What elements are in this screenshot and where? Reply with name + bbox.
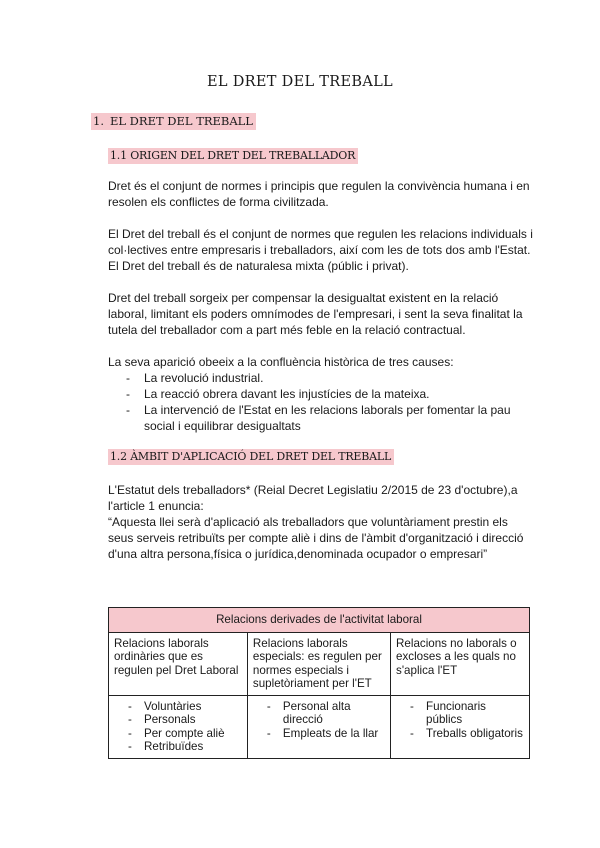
table-header: Relacions derivades de l'activitat laboral bbox=[109, 608, 530, 633]
section-title: EL DRET DEL TREBALL bbox=[110, 114, 253, 128]
list-item: - La revolució industrial. bbox=[108, 370, 533, 386]
table-column-title: Relacions laborals especials: es regulen per normes especials i supletòriament per l'ET bbox=[247, 632, 390, 695]
section-number: 1. bbox=[93, 114, 104, 128]
table-column-title: Relacions laborals ordinàries que es regulen pel Dret Laboral bbox=[109, 632, 248, 695]
list-item: - Empleats de la llar bbox=[253, 727, 385, 741]
paragraph-definition-dret-treball: El Dret del treball és el conjunt de normes que regulen les relacions individuals i col·lectives entre empresaris i treballadors, així com les de tots dos amb l'Estat. El Dret del treball és de naturalesa mixta (públic i privat). bbox=[108, 227, 533, 273]
subsection-title: 1.2 ÀMBIT D'APLICACIÓ DEL DRET DEL TREBALL bbox=[108, 449, 394, 465]
section-heading-1 bbox=[91, 114, 256, 128]
subsection-title: 1.1 ORIGEN DEL DRET DEL TREBALLADOR bbox=[108, 148, 358, 164]
table-cell bbox=[391, 695, 530, 758]
quote: “Aquesta llei serà d'aplicació als treballadors que voluntàriament prestin els seus serveis retribuïts per compte aliè i dins de l'àmbit d'organització i direcció d'una altra persona,física o jurídica,denominada ocupador o empresari” bbox=[108, 515, 524, 561]
relations-table bbox=[108, 607, 530, 759]
list-item: - Voluntàries bbox=[114, 700, 242, 714]
paragraph-causes: La seva aparició obeeix a la confluència històrica de tres causes: - La revolució industrial. - La reacció obrera davant les injustícies de la mateixa. - La intervenció de l'Estat en les relacions laborals per fomentar la pau social i equilibrar desigualtats bbox=[108, 354, 533, 434]
causes-list bbox=[108, 370, 533, 434]
list-item: - La intervenció de l'Estat en les relacions laborals per fomentar la pau social i equilibrar desigualtats bbox=[108, 402, 533, 434]
document-title: EL DRET DEL TREBALL bbox=[207, 74, 393, 90]
list-item: - Personals bbox=[114, 713, 242, 727]
table-cell bbox=[109, 695, 248, 758]
list-item: - La reacció obrera davant les injustícies de la mateixa. bbox=[108, 386, 533, 402]
list-item: - Treballs obligatoris bbox=[396, 727, 524, 741]
list-item: - Retribuïdes bbox=[114, 740, 242, 754]
paragraph-finalitat: Dret del treball sorgeix per compensar la desigualtat existent en la relació laboral, limitant els poders omnímodes de l'empresari, i sent la seva finalitat la tutela del treballador com a part més feble en la relació contractual. bbox=[108, 291, 523, 337]
list-item: - Per compte aliè bbox=[114, 727, 242, 741]
subsection-heading-1-2 bbox=[108, 450, 394, 463]
table-column-title: Relacions no laborals o excloses a les quals no s'aplica l'ET bbox=[391, 632, 530, 695]
list-item: - Funcionaris públics bbox=[396, 700, 524, 727]
list-item: - Personal alta direcció bbox=[253, 700, 385, 727]
subsection-heading-1-1 bbox=[108, 149, 358, 162]
table-cell bbox=[247, 695, 390, 758]
paragraph-estatut: L'Estatut dels treballadors* (Reial Decret Legislatiu 2/2015 de 23 d'octubre),a l'article 1 enuncia: “Aquesta llei serà d'aplicació als treballadors que voluntàriament prestin els seus serveis retribuïts per compte aliè i dins de l'àmbit d'organització i direcció d'una altra persona,física o jurídica,denominada ocupador o empresari” bbox=[108, 482, 533, 562]
paragraph-definition-dret: Dret és el conjunt de normes i principis que regulen la convivència humana i en resolen els conflictes de forma civilitzada. bbox=[108, 179, 530, 209]
